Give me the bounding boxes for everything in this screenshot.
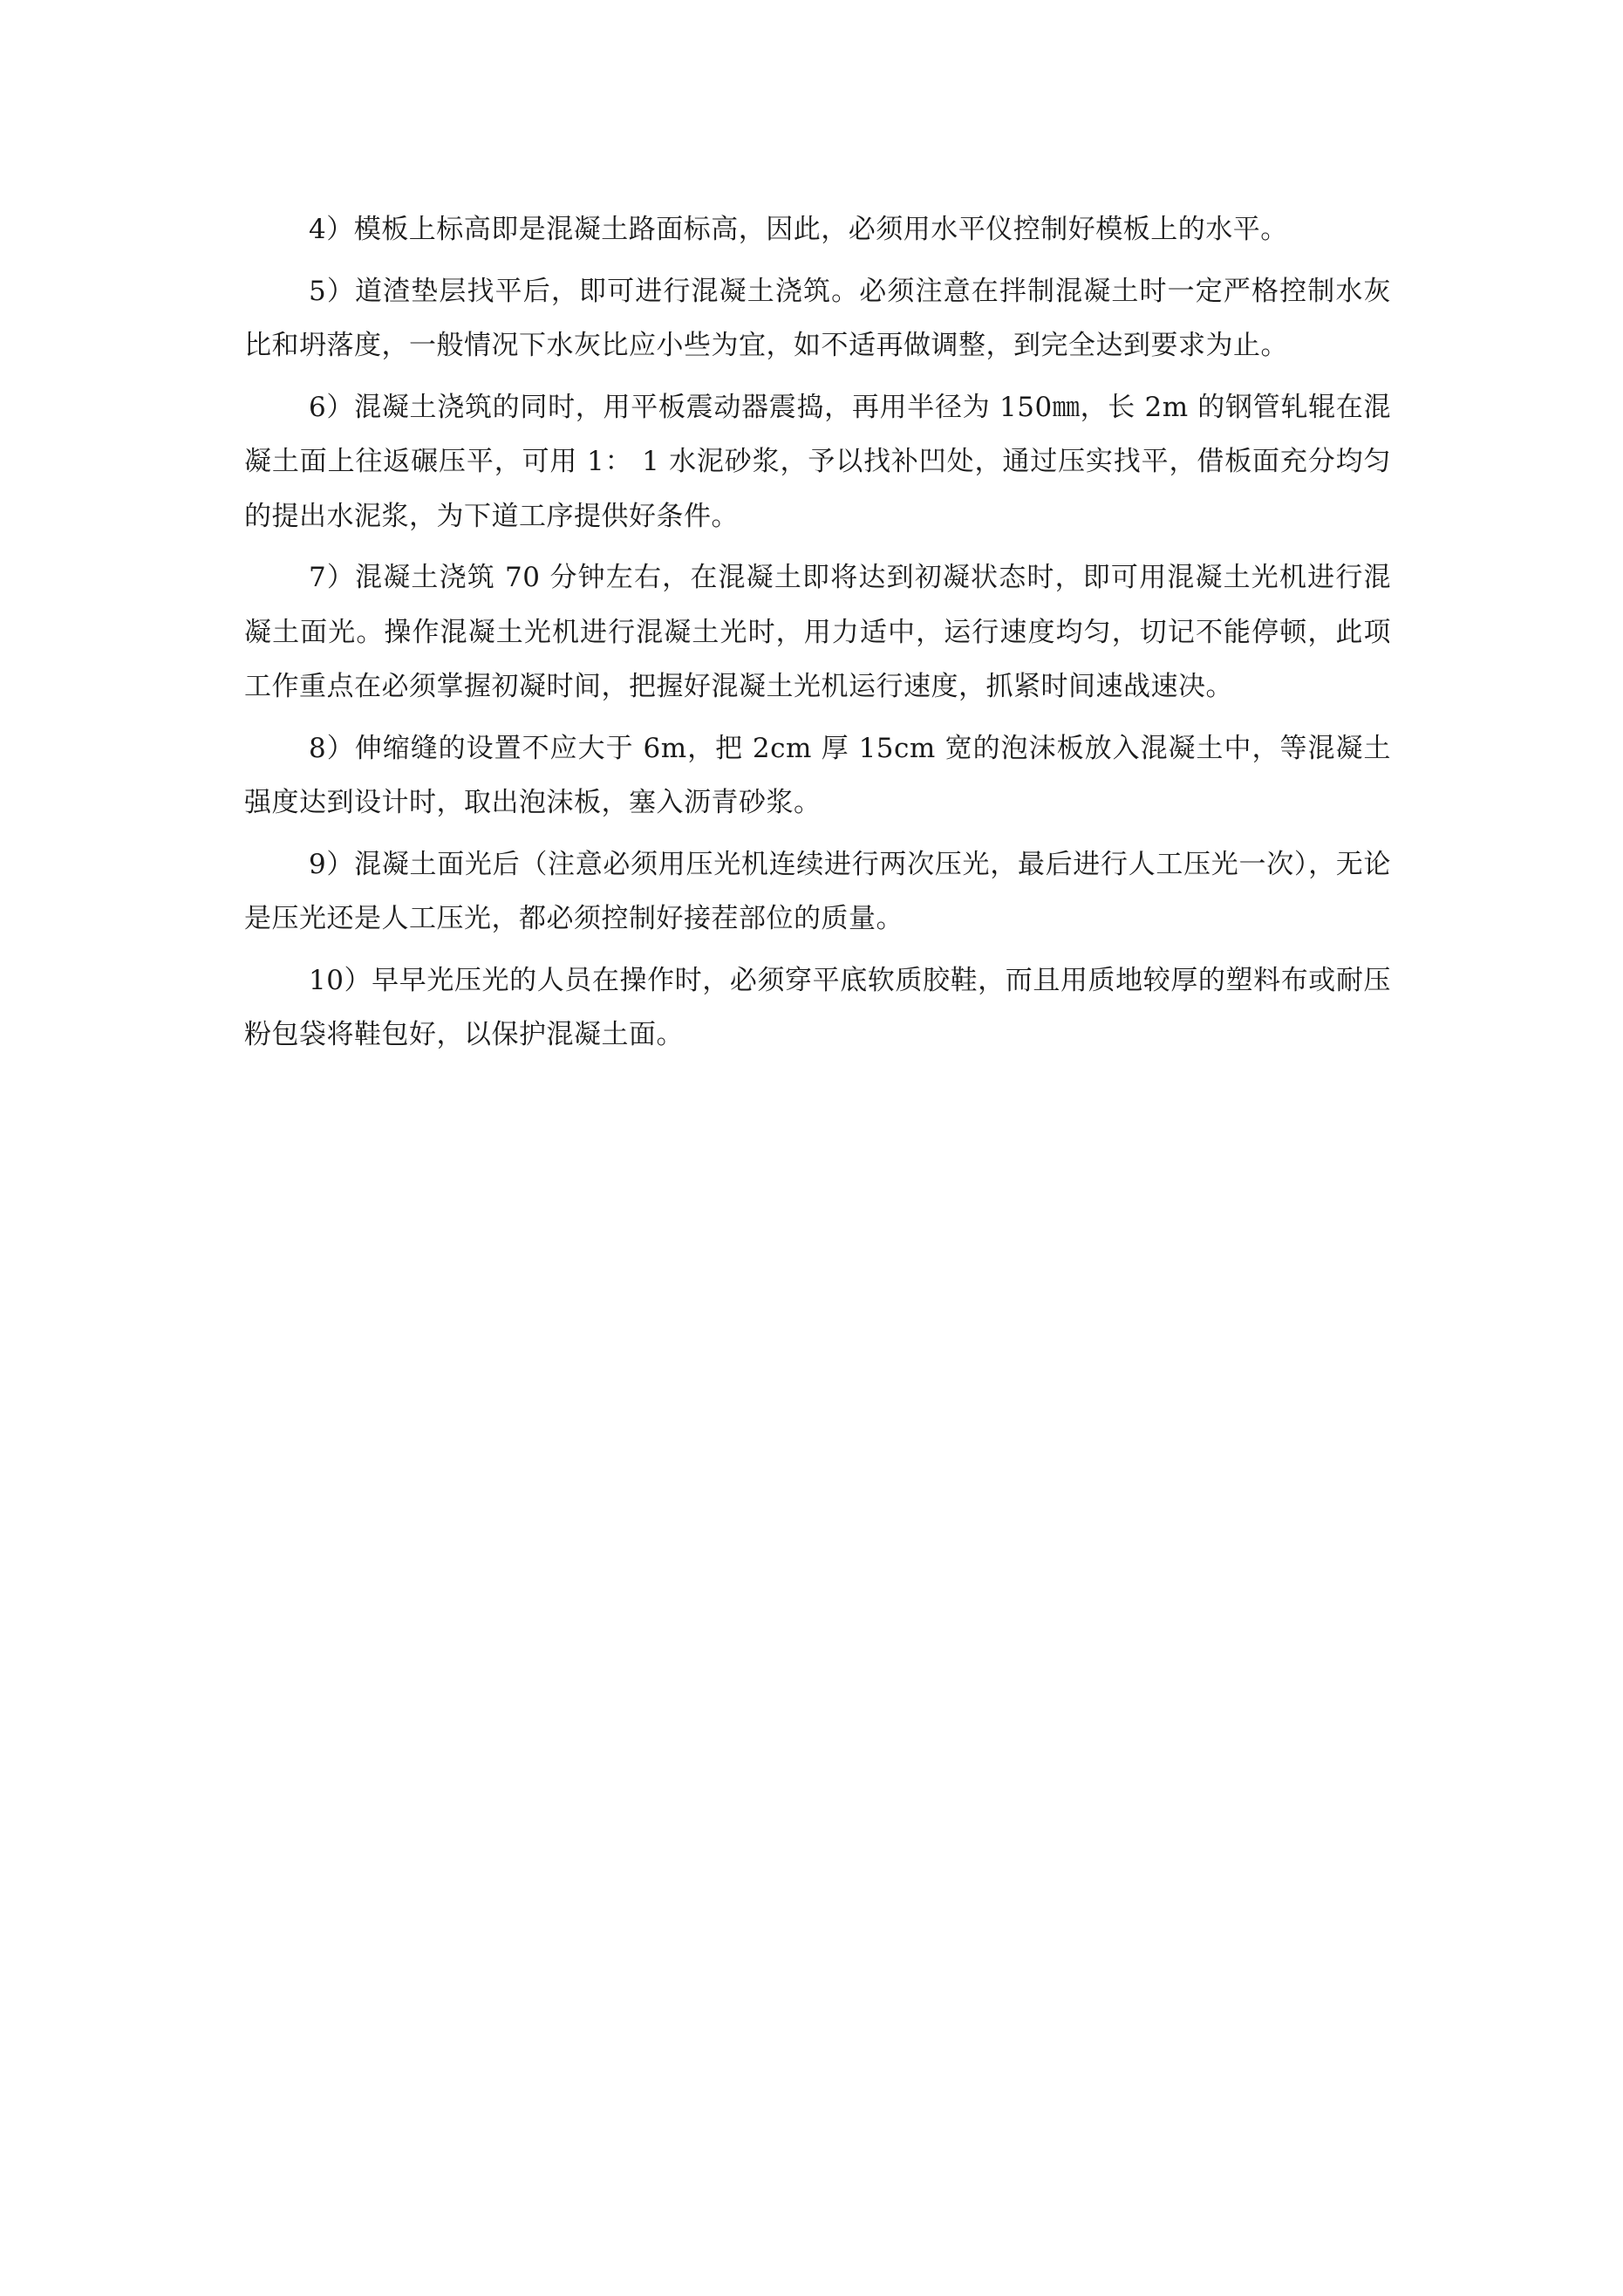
paragraph-item-10: 10）早早光压光的人员在操作时，必须穿平底软质胶鞋，而且用质地较厚的塑料布或耐压粉包袋将鞋包好，以保护混凝土面。 — [244, 964, 1391, 1050]
paragraph-item-8: 8）伸缩缝的设置不应大于 6m，把 2cm 厚 15cm 宽的泡沫板放入混凝土中，等混凝土强度达到设计时，取出泡沫板，塞入沥青砂浆。 — [244, 732, 1391, 818]
paragraph-item-9: 9）混凝土面光后（注意必须用压光机连续进行两次压光，最后进行人工压光一次），无论是压光还是人工压光，都必须控制好接茬部位的质量。 — [244, 848, 1391, 934]
paragraph-item-4: 4）模板上标高即是混凝土路面标高，因此，必须用水平仪控制好模板上的水平。 — [309, 214, 1288, 245]
document-body — [244, 202, 1391, 1069]
paragraph-item-5: 5）道渣垫层找平后，即可进行混凝土浇筑。必须注意在拌制混凝土时一定严格控制水灰比和坍落度，一般情况下水灰比应小些为宜，如不适再做调整，到完全达到要求为止。 — [244, 275, 1391, 361]
paragraph-item-7: 7）混凝土浇筑 70 分钟左右，在混凝土即将达到初凝状态时，即可用混凝土光机进行混凝土面光。操作混凝土光机进行混凝土光时，用力适中，运行速度均匀，切记不能停顿，此项工作重点在必须掌握初凝时间，把握好混凝土光机运行速度，抓紧时间速战速决。 — [244, 562, 1391, 702]
paragraph-item-6: 6）混凝土浇筑的同时，用平板震动器震捣，再用半径为 150㎜，长 2m 的钢管轧辊在混凝土面上往返碾压平，可用 1： 1 水泥砂浆，予以找补凹处，通过压实找平，借板面充分均匀的提出水泥浆，为下道工序提供好条件。 — [244, 391, 1391, 532]
